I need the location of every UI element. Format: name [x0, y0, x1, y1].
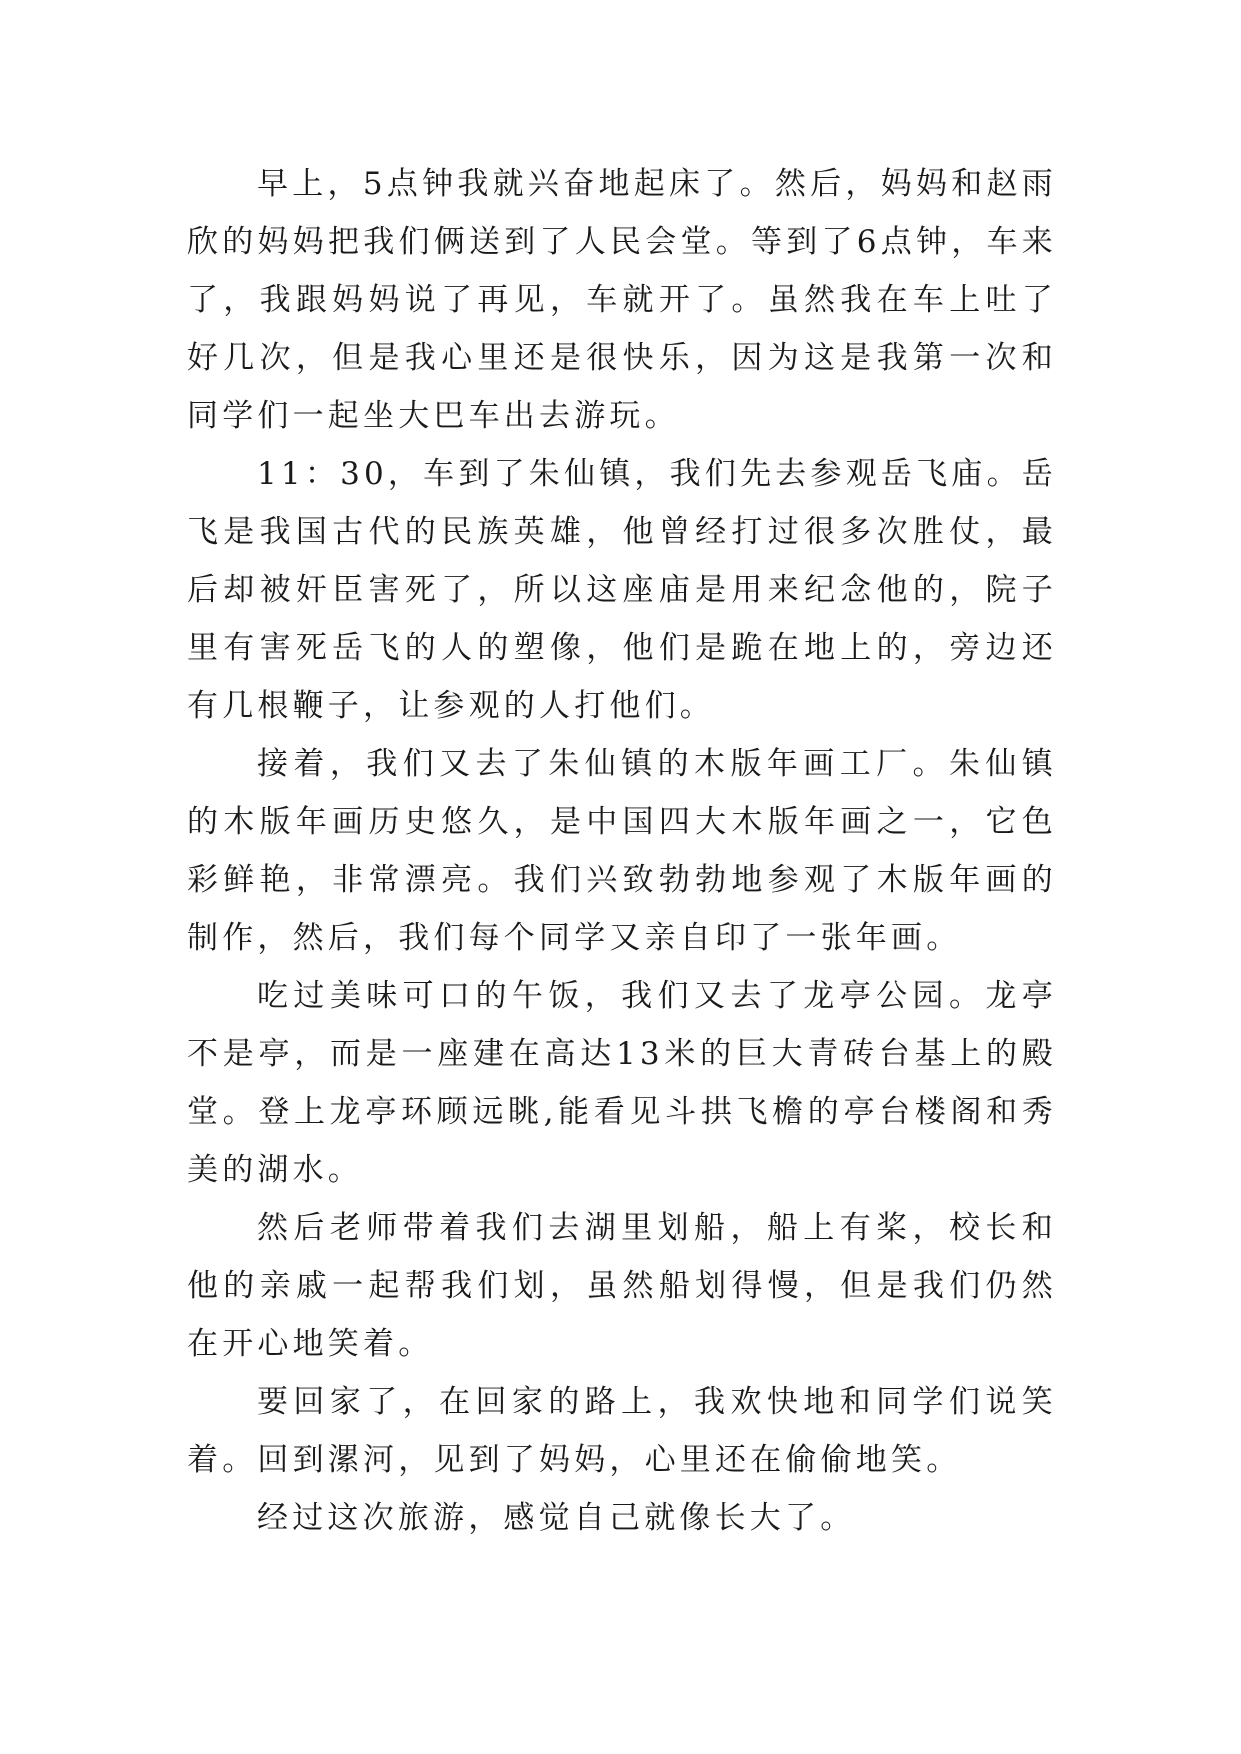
- paragraph-4: 吃过美味可口的午饭，我们又去了龙亭公园。龙亭不是亭，而是一座建在高达13米的巨大青砖台基上的殿堂。登上龙亭环顾远眺,能看见斗拱飞檐的亭台楼阁和秀美的湖水。: [187, 978, 1057, 1188]
- paragraph-6: 要回家了，在回家的路上，我欢快地和同学们说笑着。回到漯河，见到了妈妈，心里还在偷偷地笑。: [187, 1384, 1057, 1478]
- paragraph-5: 然后老师带着我们去湖里划船，船上有桨，校长和他的亲戚一起帮我们划，虽然船划得慢，但是我们仍然在开心地笑着。: [187, 1210, 1057, 1362]
- paragraph-7: 经过这次旅游，感觉自己就像长大了。: [257, 1500, 856, 1536]
- paragraph-3: 接着，我们又去了朱仙镇的木版年画工厂。朱仙镇的木版年画历史悠久，是中国四大木版年画之一，它色彩鲜艳，非常漂亮。我们兴致勃勃地参观了木版年画的制作，然后，我们每个同学又亲自印了一张年画。: [187, 746, 1057, 956]
- paragraph-1: 早上，5点钟我就兴奋地起床了。然后，妈妈和赵雨欣的妈妈把我们俩送到了人民会堂。等到了6点钟，车来了，我跟妈妈说了再见，车就开了。虽然我在车上吐了好几次，但是我心里还是很快乐，因为这是我第一次和同学们一起坐大巴车出去游玩。: [187, 166, 1057, 434]
- document-body: [187, 155, 1057, 1547]
- paragraph-2: 11：30，车到了朱仙镇，我们先去参观岳飞庙。岳飞是我国古代的民族英雄，他曾经打过很多次胜仗，最后却被奸臣害死了，所以这座庙是用来纪念他的，院子里有害死岳飞的人的塑像，他们是跪在地上的，旁边还有几根鞭子，让参观的人打他们。: [187, 456, 1057, 724]
